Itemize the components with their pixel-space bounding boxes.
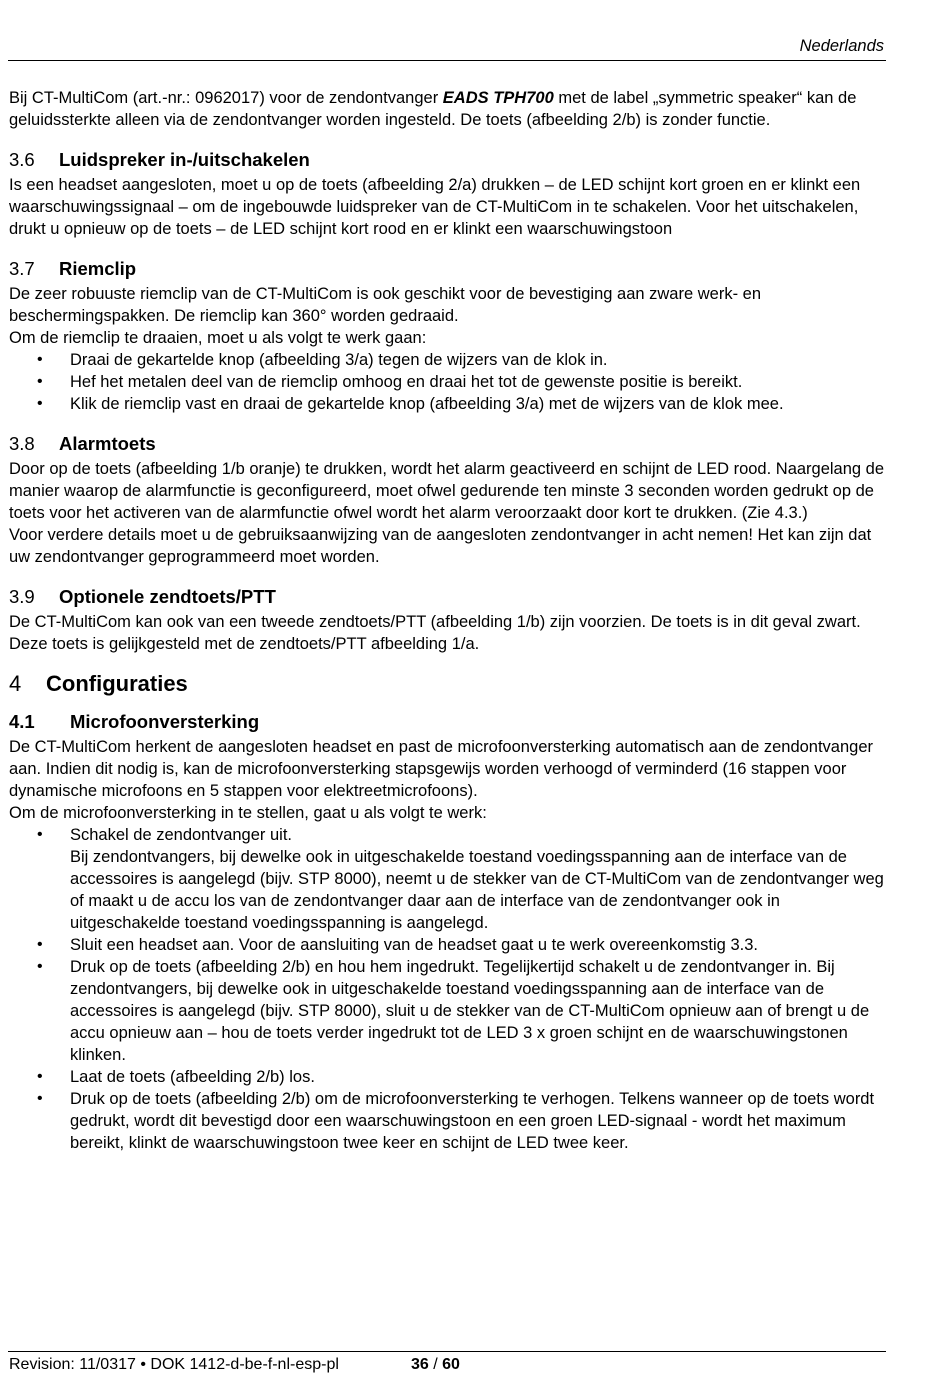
page-current: 36: [411, 1356, 429, 1373]
section-4-1-bullet-list: [9, 824, 889, 1154]
section-heading-3-7: [9, 256, 889, 281]
section-3-8-paragraph-1: Door op de toets (afbeelding 1/b oranje) te drukken, wordt het alarm geactiveerd en schijnt de LED rood. Naargelang de manier waarop de alarmfunctie is geconfigureerd, moet ofwel gedurende ten minste 3 seconden worden gedrukt op de toets voor het activeren van de alarmfunctie ofwel wordt het alarm veroorzaakt door kort te drukken. (Zie 4.3.): [9, 460, 885, 522]
list-item-continuation: Bij zendontvangers, bij dewelke ook in uitgeschakelde toestand voedingsspanning aan de interface van de accessoires is aangelegd (bijv. STP 8000), neemt u de stekker van de CT-MultiCom van de zendontvanger weg of maakt u de accu los van de zendontvanger daar aan de interface van de zendontvanger ook in uitgeschakelde toestand voedingsspanning is aangelegd.: [70, 848, 884, 932]
page-total: 60: [442, 1356, 460, 1373]
list-item: • Sluit een headset aan. Voor de aansluiting van de headset gaat u te werk overeenkomstig 3.3.: [9, 934, 889, 956]
section-number: 3.9: [9, 586, 35, 607]
section-3-8-paragraph-2: Voor verdere details moet u de gebruiksaanwijzing van de aangesloten zendontvanger in acht nemen! Het kan zijn dat uw zendontvanger geprogrammeerd moet worden.: [9, 526, 872, 566]
header-rule: [8, 60, 886, 61]
section-title: Luidspreker in-/uitschakelen: [59, 149, 310, 170]
list-item: • Laat de toets (afbeelding 2/b) los.: [9, 1066, 889, 1088]
list-item: • Klik de riemclip vast en draai de gekartelde knop (afbeelding 3/a) met de wijzers van de klok mee.: [9, 393, 889, 415]
page-content: [9, 87, 889, 1154]
section-title: Riemclip: [59, 258, 137, 279]
section-title: Optionele zendtoets/PTT: [59, 586, 276, 607]
list-item: [9, 824, 889, 934]
list-item: • Draai de gekartelde knop (afbeelding 3/a) tegen de wijzers van de klok in.: [9, 349, 889, 371]
section-heading-4-1: [9, 709, 889, 734]
section-number: 4.1: [9, 711, 35, 732]
list-item: • Druk op de toets (afbeelding 2/b) om de microfoonversterking te verhogen. Telkens wanneer op de toets wordt gedrukt, wordt dit bevestigd door een waarschuwingstoon en een groen LED-signaal - wordt het maximum bereikt, klinkt de waarschuwingstoon twee keer en schijnt de LED twee keer.: [9, 1088, 889, 1154]
intro-text-after: met de label „symmetric speaker“ kan de geluidssterkte alleen via de zendontvanger worden ingesteld. De toets (afbeelding 2/b) is zonder functie.: [9, 89, 857, 129]
section-heading-3-8: [9, 431, 889, 456]
section-number: 3.7: [9, 258, 35, 279]
list-item: • Druk op de toets (afbeelding 2/b) en hou hem ingedrukt. Tegelijkertijd schakelt u de zendontvanger in. Bij zendontvangers, bij dewelke ook in uitgeschakelde toestand voedingsspanning aan de interface van de accessoires is aangelegd (bijv. STP 8000), sluit u de stekker van de CT-MultiCom opnieuw aan of brengt u de accu opnieuw aan – hou de toets verder ingedrukt tot de LED 3 x groen schijnt en de waarschuwingstonen klinken.: [9, 956, 889, 1066]
section-3-6-body: Is een headset aangesloten, moet u op de toets (afbeelding 2/a) drukken – de LED schijnt kort groen en er klinkt een waarschuwingssignaal – om de ingebouwde luidspreker van de CT-MultiCom in te schakelen. Voor het uitschakelen, drukt u opnieuw op de toets – de LED schijnt kort rood en er klinkt een waarschuwingstoon: [9, 176, 861, 238]
footer-revision: Revision: 11/0317 • DOK 1412-d-be-f-nl-esp-pl: [9, 1356, 339, 1373]
section-heading-3-6: [9, 147, 889, 172]
chapter-number: 4: [9, 671, 22, 696]
intro-emphasis: EADS TPH700: [442, 89, 554, 107]
chapter-heading-4: [9, 669, 889, 699]
list-item: • Hef het metalen deel van de riemclip omhoog en draai het tot de gewenste positie is bereikt.: [9, 371, 889, 393]
section-3-7-paragraph-2: Om de riemclip te draaien, moet u als volgt te werk gaan:: [9, 329, 427, 347]
intro-text-before: Bij CT-MultiCom (art.-nr.: 0962017) voor de zendontvanger: [9, 89, 443, 107]
list-item-line: Schakel de zendontvanger uit.: [70, 826, 292, 844]
page-number: [411, 1354, 460, 1376]
section-3-7-paragraph-1: De zeer robuuste riemclip van de CT-MultiCom is ook geschikt voor de bevestiging aan zware werk- en beschermingspakken. De riemclip kan 360° worden gedraaid.: [9, 285, 761, 325]
footer-rule: [8, 1351, 886, 1352]
section-3-9-body: De CT-MultiCom kan ook van een tweede zendtoets/PTT (afbeelding 1/b) zijn voorzien. De toets is in dit geval zwart. Deze toets is gelijkgesteld met de zendtoets/PTT afbeelding 1/a.: [9, 613, 861, 653]
section-number: 3.8: [9, 433, 35, 454]
section-3-7-bullet-list: [9, 349, 889, 415]
section-4-1-paragraph-1: De CT-MultiCom herkent de aangesloten headset en past de microfoonversterking automatisch aan de zendontvanger aan. Indien dit nodig is, kan de microfoonversterking stapsgewijs worden verhoogd of verminderd (16 stappen voor dynamische microfoons en 5 stappen voor elektreetmicrofoons).: [9, 738, 874, 800]
page-footer: [9, 1354, 460, 1376]
page-separator: /: [428, 1356, 443, 1373]
section-title: Alarmtoets: [59, 433, 156, 454]
chapter-title: Configuraties: [46, 671, 188, 696]
header-language: Nederlands: [799, 37, 884, 55]
section-title: Microfoonversterking: [70, 711, 260, 732]
section-number: 3.6: [9, 149, 35, 170]
section-4-1-paragraph-2: Om de microfoonversterking in te stellen, gaat u als volgt te werk:: [9, 804, 487, 822]
intro-paragraph: [9, 87, 889, 131]
section-heading-3-9: [9, 584, 889, 609]
